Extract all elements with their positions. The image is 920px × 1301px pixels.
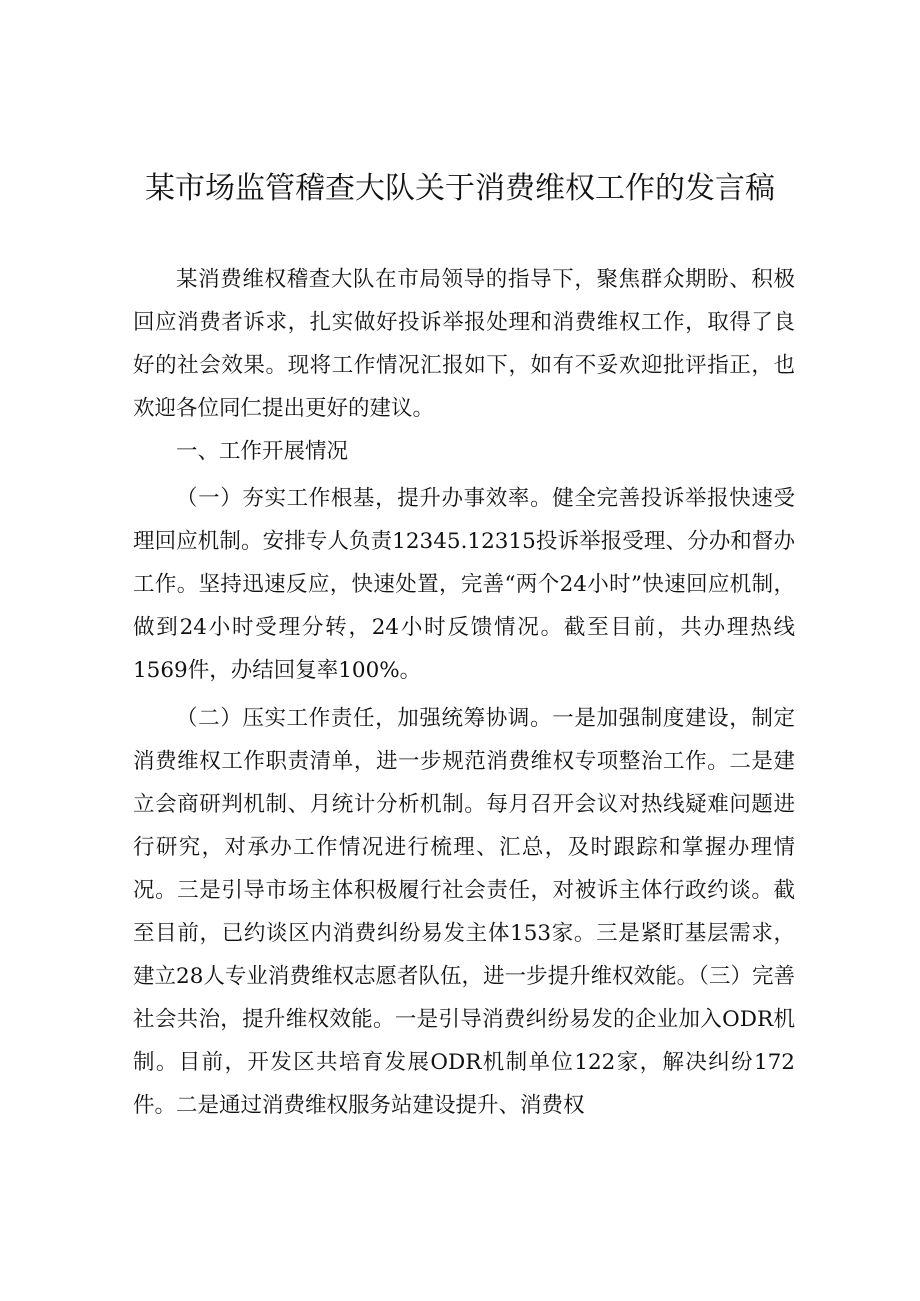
intro-paragraph: 某消费维权稽查大队在市局领导的指导下，聚焦群众期盼、积极回应消费者诉求，扎实做好投诉举报处理和消费维权工作，取得了良好的社会效果。现将工作情况汇报如下，如有不妥欢迎批评指正，也欢迎各位同仁提出更好的建议。 xyxy=(133,267,795,421)
section-heading: 一、工作开展情况 xyxy=(176,439,349,464)
section-paragraph-2: （二）压实工作责任，加强统筹协调。一是加强制度建设，制定消费维权工作职责清单，进一步规范消费维权专项整治工作。二是建立会商研判机制、月统计分析机制。每月召开会议对热线疑难问题进行研究，对承办工作情况进行梳理、汇总，及时跟踪和掌握办理情况。三是引导市场主体积极履行社会责任，对被诉主体行政约谈。截至目前，已约谈区内消费纠纷易发主体153家。三是紧盯基层需求，建立28人专业消费维权志愿者队伍，进一步提升维权效能。（三）完善社会共治，提升维权效能。一是引导消费纠纷易发的企业加入ODR机制。目前，开发区共培育发展ODR机制单位122家，解决纠纷172件。二是通过消费维权服务站建设提升、消费权 xyxy=(133,706,795,1118)
section-paragraph-1: （一）夯实工作根基，提升办事效率。健全完善投诉举报快速受理回应机制。安排专人负责12345.12315投诉举报受理、分办和督办工作。坚持迅速反应，快速处置，完善“两个24小时”快速回应机制，做到24小时受理分转，24小时反馈情况。截至目前，共办理热线1569件，办结回复率100%。 xyxy=(133,486,795,683)
document-title: 某市场监管稽查大队关于消费维权工作的发言稿 xyxy=(145,171,775,206)
